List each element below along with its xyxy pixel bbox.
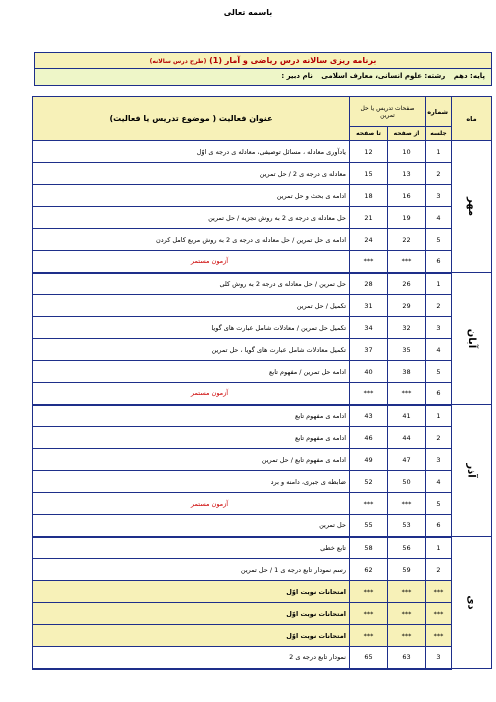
- activity-cell: تکمیل حل تمرین / معادلات شامل عبارت های گویا: [33, 317, 350, 339]
- from-page-cell: 63: [388, 647, 426, 669]
- to-page-cell: ***: [350, 581, 388, 603]
- from-page-cell: 53: [388, 515, 426, 537]
- from-page-cell: ***: [388, 603, 426, 625]
- activity-cell: نمودار تابع درجه ی 2: [33, 647, 350, 669]
- table-row: [33, 185, 492, 207]
- month-cell: [452, 405, 492, 537]
- activity-cell: حل تمرین / حل معادله ی درجه 2 به روش کلی: [33, 273, 350, 295]
- session-cell: 2: [426, 163, 452, 185]
- session-cell: 3: [426, 185, 452, 207]
- col-to-page: تا صفحه: [350, 127, 388, 141]
- to-page-cell: 34: [350, 317, 388, 339]
- to-page-cell: 65: [350, 647, 388, 669]
- col-session-no: شماره: [426, 97, 452, 127]
- basmala: باسمه تعالی: [223, 8, 273, 17]
- session-cell: ***: [426, 581, 452, 603]
- to-page-cell: 46: [350, 427, 388, 449]
- to-page-cell: ***: [350, 493, 388, 515]
- session-cell: 3: [426, 317, 452, 339]
- activity-cell: تکمیل معادلات شامل عبارت های گویا ، حل تمرین: [33, 339, 350, 361]
- month-cell: [452, 141, 492, 273]
- table-row: [33, 295, 492, 317]
- plan-meta-bar: [34, 69, 492, 86]
- activity-cell: تکمیل / حل تمرین: [33, 295, 350, 317]
- activity-cell: رسم نمودار تابع درجه ی 1 / حل تمرین: [33, 559, 350, 581]
- session-cell: 6: [426, 515, 452, 537]
- table-row: [33, 141, 492, 163]
- to-page-cell: 62: [350, 559, 388, 581]
- table-row: [33, 273, 492, 295]
- session-cell: 2: [426, 427, 452, 449]
- to-page-cell: 31: [350, 295, 388, 317]
- table-row: [33, 229, 492, 251]
- col-pages: صفحات تدریس یا حل تمرین: [350, 97, 426, 127]
- session-cell: 3: [426, 449, 452, 471]
- table-row: [33, 581, 492, 603]
- from-page-cell: 10: [388, 141, 426, 163]
- activity-cell: آزمون مستمر: [33, 383, 350, 405]
- activity-cell: ادامه ی مفهوم تابع: [33, 405, 350, 427]
- month-name: دی: [465, 595, 477, 610]
- schedule-table: [32, 96, 492, 670]
- month-cell: [452, 273, 492, 405]
- activity-cell: حل تمرین: [33, 515, 350, 537]
- to-page-cell: 15: [350, 163, 388, 185]
- session-cell: 5: [426, 229, 452, 251]
- from-page-cell: 32: [388, 317, 426, 339]
- from-page-cell: 19: [388, 207, 426, 229]
- to-page-cell: 18: [350, 185, 388, 207]
- table-row: [33, 559, 492, 581]
- from-page-cell: 22: [388, 229, 426, 251]
- from-page-cell: ***: [388, 383, 426, 405]
- from-page-cell: ***: [388, 581, 426, 603]
- activity-cell: آزمون مستمر: [33, 493, 350, 515]
- table-row: [33, 625, 492, 647]
- from-page-cell: 38: [388, 361, 426, 383]
- month-cell: [452, 537, 492, 669]
- col-session: جلسه: [426, 127, 452, 141]
- table-row: [33, 515, 492, 537]
- to-page-cell: ***: [350, 383, 388, 405]
- from-page-cell: 35: [388, 339, 426, 361]
- session-cell: ***: [426, 625, 452, 647]
- to-page-cell: 21: [350, 207, 388, 229]
- session-cell: 5: [426, 361, 452, 383]
- from-page-cell: 26: [388, 273, 426, 295]
- table-row: [33, 427, 492, 449]
- plan-subtitle: (طرح درس سالانه): [149, 58, 207, 65]
- activity-cell: ضابطه ی جبری، دامنه و برد: [33, 471, 350, 493]
- to-page-cell: 28: [350, 273, 388, 295]
- activity-cell: ادامه ی حل تمرین / حل معادله ی درجه ی 2 به روش مربع کامل کردن: [33, 229, 350, 251]
- session-cell: 2: [426, 559, 452, 581]
- activity-cell: تابع خطی: [33, 537, 350, 559]
- from-page-cell: 56: [388, 537, 426, 559]
- from-page-cell: 41: [388, 405, 426, 427]
- table-row: [33, 251, 492, 273]
- table-row: [33, 405, 492, 427]
- col-month: ماه: [452, 97, 492, 141]
- activity-cell: ادامه حل تمرین / مفهوم تابع: [33, 361, 350, 383]
- session-cell: 6: [426, 251, 452, 273]
- to-page-cell: 40: [350, 361, 388, 383]
- teacher-label: نام دبیر :: [281, 72, 313, 80]
- session-cell: 1: [426, 273, 452, 295]
- from-page-cell: ***: [388, 251, 426, 273]
- month-name: آذر: [465, 463, 477, 478]
- activity-cell: امتحانات نوبت اوّل: [33, 625, 350, 647]
- field-label: رشته: علوم انسانی، معارف اسلامی: [321, 72, 446, 80]
- table-row: [33, 207, 492, 229]
- table-row: [33, 449, 492, 471]
- from-page-cell: ***: [388, 625, 426, 647]
- table-row: [33, 317, 492, 339]
- to-page-cell: 37: [350, 339, 388, 361]
- activity-cell: امتحانات نوبت اوّل: [33, 603, 350, 625]
- from-page-cell: 47: [388, 449, 426, 471]
- to-page-cell: ***: [350, 603, 388, 625]
- activity-cell: ادامه ی مفهوم تابع: [33, 427, 350, 449]
- plan-title-bar: [34, 52, 492, 69]
- month-name: آبان: [465, 328, 477, 349]
- plan-title: برنامه ریزی سالانه درس ریاضی و آمار (1): [209, 56, 377, 65]
- from-page-cell: 29: [388, 295, 426, 317]
- from-page-cell: 59: [388, 559, 426, 581]
- to-page-cell: 43: [350, 405, 388, 427]
- from-page-cell: 16: [388, 185, 426, 207]
- table-row: [33, 603, 492, 625]
- session-cell: 4: [426, 471, 452, 493]
- activity-cell: ادامه ی مفهوم تابع / حل تمرین: [33, 449, 350, 471]
- activity-cell: امتحانات نوبت اوّل: [33, 581, 350, 603]
- table-row: [33, 163, 492, 185]
- from-page-cell: 44: [388, 427, 426, 449]
- session-cell: 5: [426, 493, 452, 515]
- table-row: [33, 493, 492, 515]
- table-row: [33, 361, 492, 383]
- month-name: مهر: [465, 196, 477, 217]
- table-row: [33, 339, 492, 361]
- grade-label: پایه: دهم: [453, 72, 485, 80]
- table-row: [33, 383, 492, 405]
- col-from-page: از صفحه: [388, 127, 426, 141]
- session-cell: 1: [426, 537, 452, 559]
- to-page-cell: ***: [350, 625, 388, 647]
- to-page-cell: 49: [350, 449, 388, 471]
- table-row: [33, 647, 492, 669]
- session-cell: 3: [426, 647, 452, 669]
- session-cell: 6: [426, 383, 452, 405]
- activity-cell: معادله ی درجه ی 2 / حل تمرین: [33, 163, 350, 185]
- to-page-cell: 24: [350, 229, 388, 251]
- session-cell: ***: [426, 603, 452, 625]
- to-page-cell: 55: [350, 515, 388, 537]
- col-title: عنوان فعالیت ( موضوع تدریس یا فعالیت): [33, 97, 350, 141]
- table-row: [33, 537, 492, 559]
- activity-cell: حل معادله ی درجه ی 2 به روش تجزیه / حل تمرین: [33, 207, 350, 229]
- session-cell: 1: [426, 141, 452, 163]
- table-row: [33, 471, 492, 493]
- to-page-cell: 58: [350, 537, 388, 559]
- to-page-cell: 12: [350, 141, 388, 163]
- to-page-cell: ***: [350, 251, 388, 273]
- from-page-cell: 50: [388, 471, 426, 493]
- session-cell: 2: [426, 295, 452, 317]
- schedule-body: [33, 141, 492, 669]
- session-cell: 1: [426, 405, 452, 427]
- from-page-cell: 13: [388, 163, 426, 185]
- activity-cell: یادآوری معادله ، مسائل توصیفی، معادله ی درجه ی اوّل: [33, 141, 350, 163]
- session-cell: 4: [426, 207, 452, 229]
- session-cell: 4: [426, 339, 452, 361]
- activity-cell: آزمون مستمر: [33, 251, 350, 273]
- to-page-cell: 52: [350, 471, 388, 493]
- activity-cell: ادامه ی بحث و حل تمرین: [33, 185, 350, 207]
- from-page-cell: ***: [388, 493, 426, 515]
